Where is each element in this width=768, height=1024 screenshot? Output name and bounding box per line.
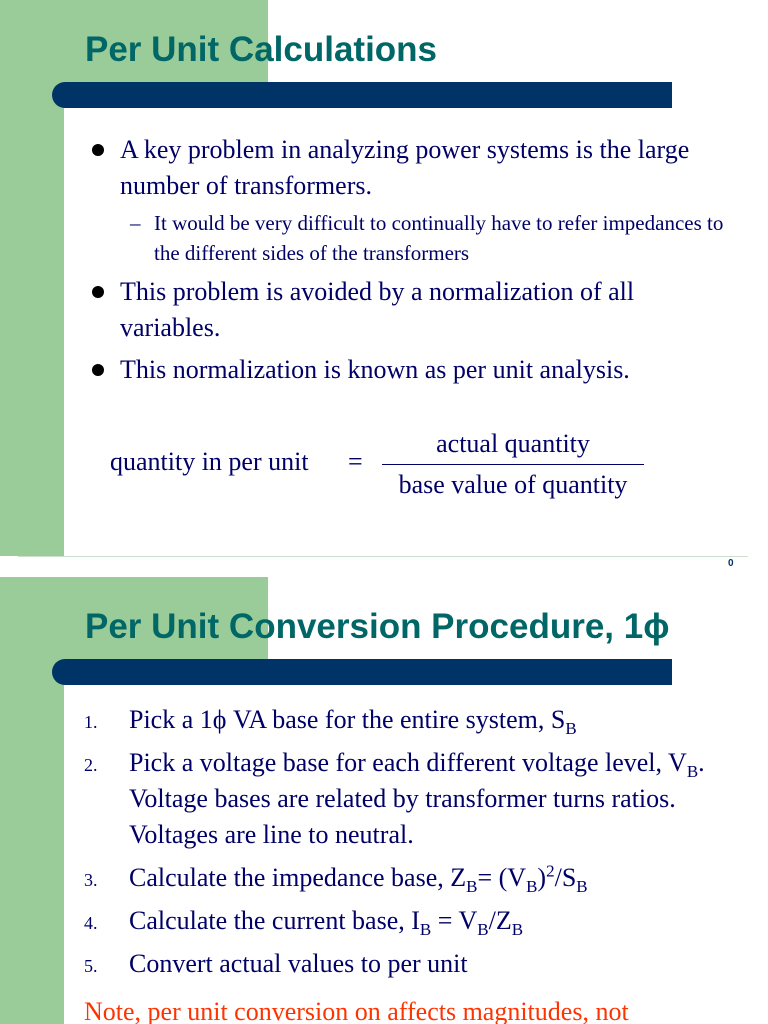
note-text: Note, per unit conversion on affects magnitudes, not (84, 997, 629, 1024)
step-number: 5. (84, 956, 98, 976)
step-text: /Z (488, 906, 512, 935)
step-text: VA base for the entire system, S (226, 705, 566, 734)
subscript: B (419, 920, 432, 940)
subscript: B (576, 877, 588, 897)
phi-symbol: ϕ (643, 607, 670, 646)
step-text: = (V (477, 863, 527, 892)
step-item (84, 702, 754, 738)
step-text: ) (537, 863, 547, 892)
bullet-dot-icon (92, 364, 104, 376)
bullet-text: A key problem in analyzing power systems is the large number of transformers. (120, 135, 690, 200)
phi-symbol: ϕ (212, 705, 227, 734)
step-text: . Voltage bases are related by transformer turns ratios. Voltages are line to neutral. (129, 748, 705, 849)
bullet-text: This normalization is known as per unit analysis. (120, 355, 630, 384)
slide-title-text: Per Unit Conversion Procedure, 1 (85, 607, 644, 646)
bullet-text: This problem is avoided by a normalization of all variables. (120, 277, 635, 342)
subscript: B (466, 877, 478, 897)
step-text: Calculate the impedance base, Z (129, 863, 467, 892)
bullet-item (90, 274, 730, 346)
dash-icon: – (130, 211, 141, 235)
procedure-steps (84, 702, 754, 989)
bullet-item (90, 352, 730, 388)
step-item (84, 903, 754, 939)
step-text: Calculate the current base, I (129, 906, 420, 935)
per-unit-formula (110, 425, 670, 505)
bullet-list (90, 132, 730, 394)
fraction-bar (382, 464, 644, 465)
slide-divider (18, 556, 748, 557)
step-number: 1. (84, 712, 98, 732)
bullet-dot-icon (92, 144, 104, 156)
step-text: Pick a voltage base for each different voltage level, V (129, 748, 687, 777)
step-item (84, 860, 754, 896)
sub-bullet-item (120, 208, 730, 268)
step-item (84, 745, 754, 853)
step-text: /S (554, 863, 577, 892)
step-number: 4. (84, 913, 98, 933)
sub-bullet-list (120, 208, 730, 268)
formula-denominator: base value of quantity (398, 470, 628, 499)
left-margin-accent (0, 659, 64, 1024)
step-number: 2. (84, 755, 98, 775)
step-text: = V (431, 906, 478, 935)
step-text: Convert actual values to per unit (129, 949, 468, 978)
subscript: B (565, 719, 577, 739)
left-margin-accent (0, 82, 64, 556)
step-number: 3. (84, 870, 98, 890)
formula-lhs: quantity in per unit (110, 447, 309, 476)
bullet-item (90, 132, 730, 268)
slide-title: Per Unit Calculations (85, 30, 438, 69)
bullet-dot-icon (92, 286, 104, 298)
page-number: 0 (728, 558, 734, 569)
title-underline-bar (52, 82, 672, 108)
superscript: 2 (546, 861, 555, 881)
step-text: Pick a 1 (129, 705, 213, 734)
formula-numerator: actual quantity (436, 429, 590, 458)
sub-bullet-text: It would be very difficult to continually have to refer impedances to the different sides of the transformers (154, 211, 724, 265)
subscript: B (686, 762, 699, 782)
slide-title (85, 607, 669, 647)
title-underline-bar (52, 659, 672, 685)
slide-per-unit-conversion (0, 577, 768, 1024)
subscript: B (477, 920, 489, 940)
subscript: B (511, 920, 524, 940)
subscript: B (526, 877, 538, 897)
step-item (84, 946, 754, 982)
formula-equals: = (348, 447, 363, 476)
formula-fraction (382, 425, 644, 504)
